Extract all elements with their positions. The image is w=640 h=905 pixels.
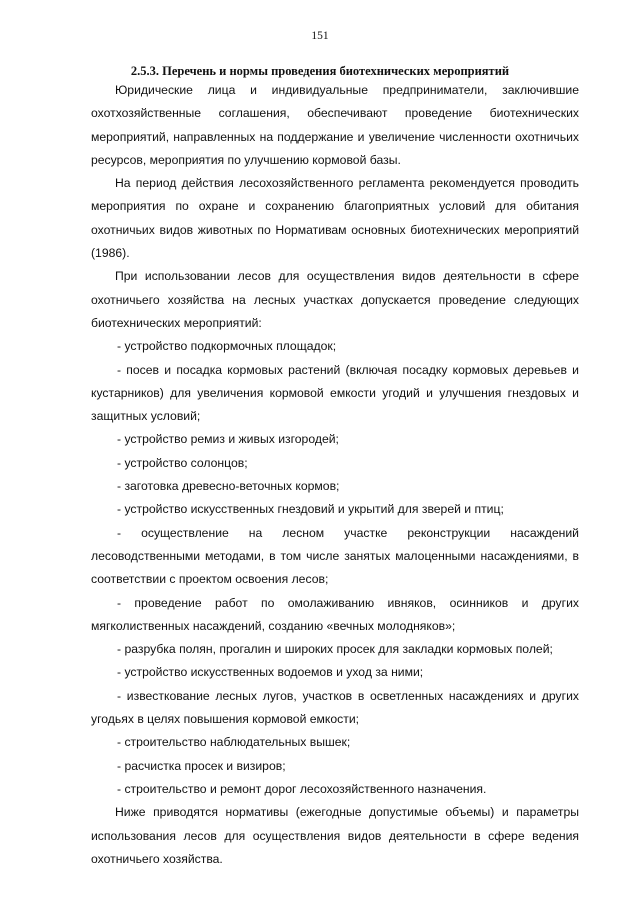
list-item: - устройство солонцов;: [117, 455, 248, 470]
list-item: - разрубка полян, прогалин и широких просек для закладки кормовых полей;: [117, 642, 553, 657]
list-item: - строительство наблюдательных вышек;: [117, 735, 351, 750]
list-item: - осуществление на лесном участке реконструкции насаждений лесоводственными методами, в том числе занятых малоценными насаждениями, в соответствии с проектом освоения лесов;: [91, 525, 579, 587]
paragraph: При использовании лесов для осуществления видов деятельности в сфере охотничьего хозяйства на лесных участках допускается проведение следующих биотехнических мероприятий:: [91, 269, 579, 330]
list-item: - заготовка древесно-веточных кормов;: [117, 479, 340, 494]
list-item: - посев и посадка кормовых растений (включая посадку кормовых деревьев и кустарников) для увеличения кормовой емкости угодий и улучшения гнездовых и защитных условий;: [91, 362, 579, 424]
list-item: - устройство ремиз и живых изгородей;: [117, 432, 339, 447]
closing-paragraph: Ниже приводятся нормативы (ежегодные допустимые объемы) и параметры использования лесов для осуществления видов деятельности в сфере ведения охотничьего хозяйства.: [91, 805, 579, 866]
paragraph: На период действия лесохозяйственного регламента рекомендуется проводить мероприятия по охране и сохранению благоприятных условий для обитания охотничьих видов животных по Нормативам основных биотехнических мероприятий (1986).: [91, 176, 579, 261]
page-number: 151: [311, 30, 329, 42]
paragraph: Юридические лица и индивидуальные предприниматели, заключившие охотхозяйственные соглашения, обеспечивают проведение биотехнических мероприятий, направленных на поддержание и увеличение численности охотничьих ресурсов, мероприятия по улучшению кормовой базы.: [91, 83, 579, 167]
list-item: - расчистка просек и визиров;: [117, 758, 286, 773]
section-heading: 2.5.3. Перечень и нормы проведения биотехнических мероприятий: [130, 64, 510, 78]
list-item: - проведение работ по омолаживанию ивняков, осинников и других мягколиственных насаждений, созданию «вечных молодняков»;: [91, 595, 579, 633]
list-item: - известкование лесных лугов, участков в осветленных насаждениях и других угодьях в целях повышения кормовой емкости;: [91, 688, 579, 727]
list-item: - строительство и ремонт дорог лесохозяйственного назначения.: [117, 781, 487, 796]
document-body: [91, 79, 579, 871]
list-item: - устройство подкормочных площадок;: [117, 339, 337, 354]
list-item: - устройство искусственных водоемов и уход за ними;: [117, 665, 424, 680]
list-item: - устройство искусственных гнездовий и укрытий для зверей и птиц;: [117, 502, 504, 517]
